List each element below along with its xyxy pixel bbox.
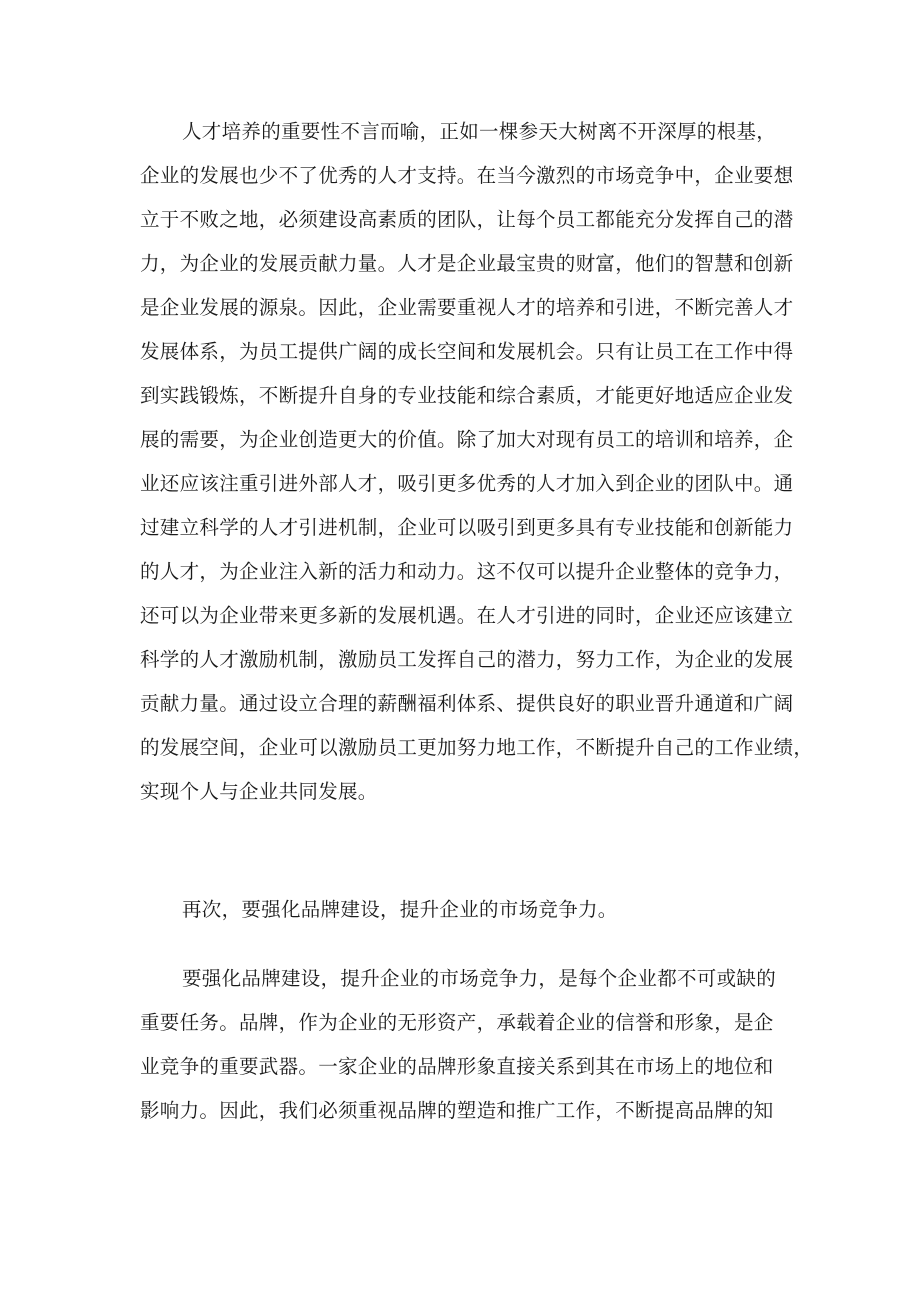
text-line: 过建立科学的人才引进机制，企业可以吸引到更多具有专业技能和创新能力 bbox=[140, 516, 794, 539]
text-line: 人才培养的重要性不言而喻，正如一棵参天大树离不开深厚的根基， bbox=[182, 120, 777, 143]
text-line: 的发展空间，企业可以激励员工更加努力地工作，不断提升自己的工作业绩， bbox=[140, 736, 814, 759]
section-heading: 再次，要强化品牌建设，提升企业的市场竞争力。 bbox=[182, 898, 618, 921]
paragraph-talent-cultivation bbox=[140, 110, 814, 814]
text-line: 是企业发展的源泉。因此，企业需要重视人才的培养和引进，不断完善人才 bbox=[140, 296, 794, 319]
text-line: 贡献力量。通过设立合理的薪酬福利体系、提供良好的职业晋升通道和广阔 bbox=[140, 692, 794, 715]
text-line: 发展体系，为员工提供广阔的成长空间和发展机会。只有让员工在工作中得 bbox=[140, 340, 794, 363]
text-line: 科学的人才激励机制，激励员工发挥自己的潜力，努力工作，为企业的发展 bbox=[140, 648, 794, 671]
text-line: 业竞争的重要武器。一家企业的品牌形象直接关系到其在市场上的地位和 bbox=[140, 1055, 774, 1078]
text-line: 要强化品牌建设，提升企业的市场竞争力，是每个企业都不可或缺的 bbox=[182, 967, 777, 990]
text-line: 影响力。因此，我们必须重视品牌的塑造和推广工作，不断提高品牌的知 bbox=[140, 1099, 774, 1122]
text-line: 到实践锻炼，不断提升自身的专业技能和综合素质，才能更好地适应企业发 bbox=[140, 384, 794, 407]
text-line: 企业的发展也少不了优秀的人才支持。在当今激烈的市场竞争中，企业要想 bbox=[140, 164, 794, 187]
text-line: 还可以为企业带来更多新的发展机遇。在人才引进的同时，企业还应该建立 bbox=[140, 604, 794, 627]
text-line: 展的需要，为企业创造更大的价值。除了加大对现有员工的培训和培养，企 bbox=[140, 428, 794, 451]
text-line: 立于不败之地，必须建设高素质的团队，让每个员工都能充分发挥自己的潜 bbox=[140, 208, 794, 231]
text-line: 业还应该注重引进外部人才，吸引更多优秀的人才加入到企业的团队中。通 bbox=[140, 472, 794, 495]
text-line: 重要任务。品牌，作为企业的无形资产，承载着企业的信誉和形象，是企 bbox=[140, 1011, 774, 1034]
text-line: 实现个人与企业共同发展。 bbox=[140, 780, 378, 803]
text-line: 的人才，为企业注入新的活力和动力。这不仅可以提升企业整体的竞争力， bbox=[140, 560, 794, 583]
paragraph-brand-building bbox=[140, 957, 800, 1133]
paragraph-brand-heading bbox=[140, 888, 800, 932]
text-line: 力，为企业的发展贡献力量。人才是企业最宝贵的财富，他们的智慧和创新 bbox=[140, 252, 794, 275]
